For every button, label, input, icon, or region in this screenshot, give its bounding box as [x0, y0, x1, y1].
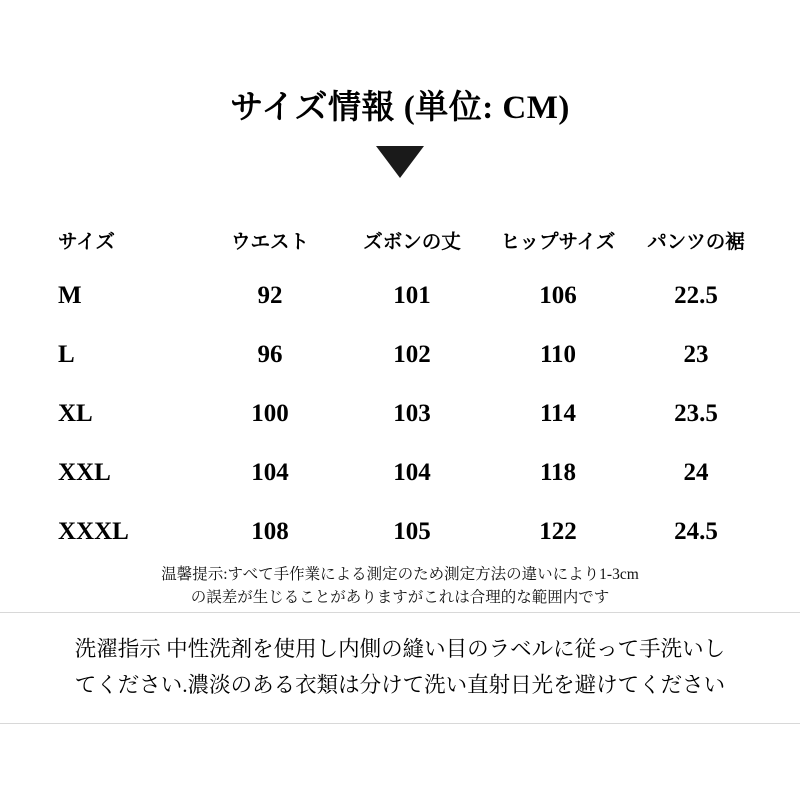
cell-waist: 108: [251, 517, 289, 545]
column-header-size: サイズ: [58, 232, 115, 253]
column-header-hip: ヒップサイズ: [500, 232, 616, 253]
cell-size: XL: [58, 399, 93, 427]
size-table: [48, 214, 760, 561]
cell-hip: 110: [539, 340, 577, 368]
table-row: [48, 443, 760, 502]
column-header-hem: パンツの裾: [647, 232, 745, 253]
triangle-down-icon: [376, 146, 424, 178]
cell-length: 105: [393, 517, 431, 545]
cell-hip: 118: [539, 458, 577, 486]
page-title: サイズ情報 (単位: CM): [230, 90, 570, 126]
table-row: [48, 384, 760, 443]
cell-hip: 106: [539, 281, 577, 309]
cell-waist: 100: [251, 399, 289, 427]
cell-hip: 114: [539, 399, 577, 427]
cell-hem: 24.5: [674, 517, 718, 545]
cell-size: L: [58, 340, 75, 368]
cell-length: 104: [393, 458, 431, 486]
measurement-note-line-1: 温馨提示:すべて手作業による測定のため測定方法の違いにより1-3cm: [161, 566, 639, 583]
cell-hem: 23: [683, 340, 709, 368]
cell-size: XXXL: [58, 517, 129, 545]
cell-hem: 22.5: [674, 281, 718, 309]
cell-hem: 23.5: [674, 399, 718, 427]
cell-length: 102: [393, 340, 431, 368]
cell-waist: 92: [257, 281, 283, 309]
column-header-waist: ウエスト: [230, 232, 309, 253]
cell-waist: 104: [251, 458, 289, 486]
cell-waist: 96: [257, 340, 283, 368]
cell-hip: 122: [539, 517, 577, 545]
cell-size: M: [58, 281, 82, 309]
table-row: [48, 325, 760, 384]
measurement-note: [0, 563, 800, 609]
wash-instructions-line-1: 洗濯指示 中性洗剤を使用し内側の縫い目のラベルに従って手洗いし: [74, 637, 726, 661]
triangle-down-icon-wrap: [0, 146, 800, 183]
divider-bottom: [0, 723, 800, 724]
wash-instructions: [60, 631, 740, 703]
table-row: [48, 266, 760, 325]
cell-size: XXL: [58, 458, 111, 486]
cell-hem: 24: [683, 458, 709, 486]
cell-length: 101: [393, 281, 431, 309]
table-row: [48, 502, 760, 561]
wash-instructions-line-2: てください.濃淡のある衣類は分けて洗い直射日光を避けてください: [74, 673, 726, 697]
table-header-row: [48, 214, 760, 266]
divider-top: [0, 612, 800, 613]
measurement-note-line-2: の誤差が生じることがありますがこれは合理的な範囲内です: [190, 589, 610, 606]
column-header-length: ズボンの丈: [363, 232, 461, 253]
cell-length: 103: [393, 399, 431, 427]
